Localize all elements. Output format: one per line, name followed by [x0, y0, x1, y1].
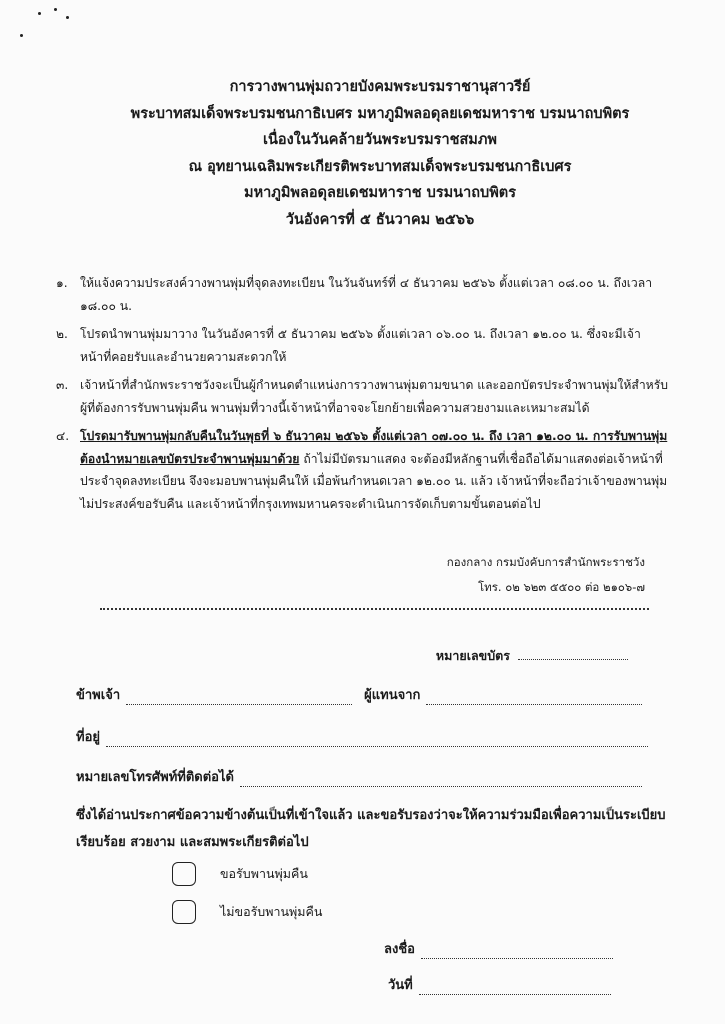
acknowledgement-text: ซึ่งได้อ่านประกาศข้อความข้างต้นเป็นที่เข้าใจแล้ว และขอรับรองว่าจะให้ความร่วมมือเพื่อความเป็นระเบียบเรียบร้อย สวยงาม และสมพระเกียรติต่อไป	[76, 808, 666, 850]
date-label: วันที่	[388, 978, 413, 993]
item-number: ๑.	[56, 276, 68, 290]
item-number: ๒.	[56, 327, 68, 341]
option-no-return-label: ไม่ขอรับพานพุ่มคืน	[220, 904, 323, 919]
instruction-item	[56, 425, 668, 515]
title-line-4: ณ อุทยานเฉลิมพระเกียรติพระบาทสมเด็จพระบรมชนกาธิเบศร	[188, 158, 572, 175]
title-line-5: มหาภูมิพลอดุลยเดชมหาราช บรมนาถบพิตร	[244, 185, 516, 201]
scan-speck	[20, 34, 23, 37]
item-number: ๔.	[56, 429, 70, 443]
item-text: ให้แจ้งความประสงค์วางพานพุ่มที่จุดลงทะเบียน ในวันจันทร์ที่ ๔ ธันวาคม ๒๕๖๖ ตั้งแต่เวลา ๐๘.๐๐ น. ถึงเวลา ๑๘.๐๐ น.	[80, 276, 653, 313]
signature-row	[384, 938, 613, 959]
date-input[interactable]	[419, 981, 611, 995]
phone-label: หมายเลขโทรศัพท์ที่ติดต่อได้	[76, 770, 234, 785]
title-line-2: พระบาทสมเด็จพระบรมชนกาธิเบศร มหาภูมิพลอดุลยเดชมหาราช บรมนาถบพิตร	[130, 105, 630, 122]
date-field[interactable]	[419, 980, 611, 995]
announcement-title	[60, 74, 700, 233]
phone-input[interactable]	[240, 773, 642, 787]
instruction-item	[56, 323, 668, 368]
address-label: ที่อยู่	[76, 730, 100, 745]
item-text: โปรดนำพานพุ่มมาวาง ในวันอังคารที่ ๕ ธันวาคม ๒๕๖๖ ตั้งแต่เวลา ๐๖.๐๐ น. ถึงเวลา ๑๒.๐๐ น. ซึ่งจะมีเจ้าหน้าที่คอยรับและอำนวยความสะดวกให้	[80, 327, 641, 364]
name-field[interactable]	[126, 690, 352, 705]
representative-field[interactable]	[426, 690, 642, 705]
option-return-label: ขอรับพานพุ่มคืน	[220, 866, 308, 881]
date-row	[388, 974, 611, 995]
title-date: วันอังคารที่ ๕ ธันวาคม ๒๕๖๖	[285, 211, 475, 228]
item-detail: ถ้าไม่มีบัตรมาแสดง จะต้องมีหลักฐานที่เชื่อถือได้มาแสดงต่อเจ้าหน้าที่ประจำจุดลงทะเบียน จึงจะมอบพานพุ่มคืนให้ เมื่อพ้นกำหนดเวลา ๑๒.๐๐ น. แล้ว เจ้าหน้าที่จะถือว่าเจ้าของพานพุ่มไม่ประสงค์ขอรับคืน และเจ้าหน้าที่กรุงเทพมหานครจะดำเนินการจัดเก็บตามขั้นตอนต่อไป	[80, 451, 668, 511]
title-line-1: การวางพานพุ่มถวายบังคมพระบรมราชานุสาวรีย์	[229, 79, 531, 95]
scan-speck	[66, 16, 69, 19]
name-input[interactable]	[126, 691, 352, 705]
representative-label: ผู้แทนจาก	[364, 688, 421, 703]
address-input[interactable]	[106, 733, 648, 747]
office-name: กองกลาง กรมบังคับการสำนักพระราชวัง	[446, 555, 645, 569]
item-number: ๓.	[56, 378, 69, 392]
office-contact	[447, 550, 645, 600]
instruction-item	[56, 374, 668, 419]
phone-row	[76, 766, 642, 787]
scan-speck	[38, 12, 41, 15]
item-text: เจ้าหน้าที่สำนักพระราชวังจะเป็นผู้กำหนดตำแหน่งการวางพานพุ่มตามขนาด และออกบัตรประจำพานพุ่มให้สำหรับผู้ที่ต้องการรับพานพุ่มคืน พานพุ่มที่วางนี้เจ้าหน้าที่อาจจะโยกย้ายเพื่อความสวยงามและเหมาะสมได้	[80, 378, 668, 415]
option-return[interactable]	[172, 862, 308, 886]
scan-speck	[54, 8, 57, 11]
scan-specks	[36, 8, 76, 38]
representative-input[interactable]	[426, 691, 642, 705]
name-row	[76, 684, 642, 705]
item-text	[80, 425, 668, 515]
office-phone: โทร. ๐๒ ๖๒๓ ๕๕๐๐ ต่อ ๒๑๐๖-๗	[477, 580, 645, 594]
title-line-3: เนื่องในวันคล้ายวันพระบรมราชสมภพ	[263, 132, 497, 148]
address-row	[76, 726, 648, 747]
name-label: ข้าพเจ้า	[76, 688, 121, 703]
signature-label: ลงชื่อ	[384, 942, 415, 957]
cut-line	[100, 608, 649, 610]
address-field[interactable]	[106, 732, 648, 747]
signature-field[interactable]	[421, 944, 613, 959]
phone-field[interactable]	[240, 772, 642, 787]
instruction-item	[56, 272, 668, 317]
card-number-label: หมายเลขบัตร	[435, 648, 510, 663]
return-checkbox[interactable]	[172, 862, 196, 886]
item-emphasis: โปรดมารับพานพุ่มกลับคืนในวันพุธที่ ๖ ธันวาคม ๒๕๖๖ ตั้งแต่เวลา ๐๗.๐๐ น. ถึง เวลา ๑๒.๐๐ น. การรับพานพุ่มต้องนำหมายเลขบัตรประจำพานพุ่มมาด้วย	[80, 429, 668, 466]
card-number-field	[436, 646, 628, 666]
signature-input[interactable]	[421, 945, 613, 959]
option-no-return[interactable]	[172, 900, 322, 924]
no-return-checkbox[interactable]	[172, 900, 196, 924]
instruction-list	[56, 272, 668, 521]
card-number-blank[interactable]	[518, 659, 628, 660]
